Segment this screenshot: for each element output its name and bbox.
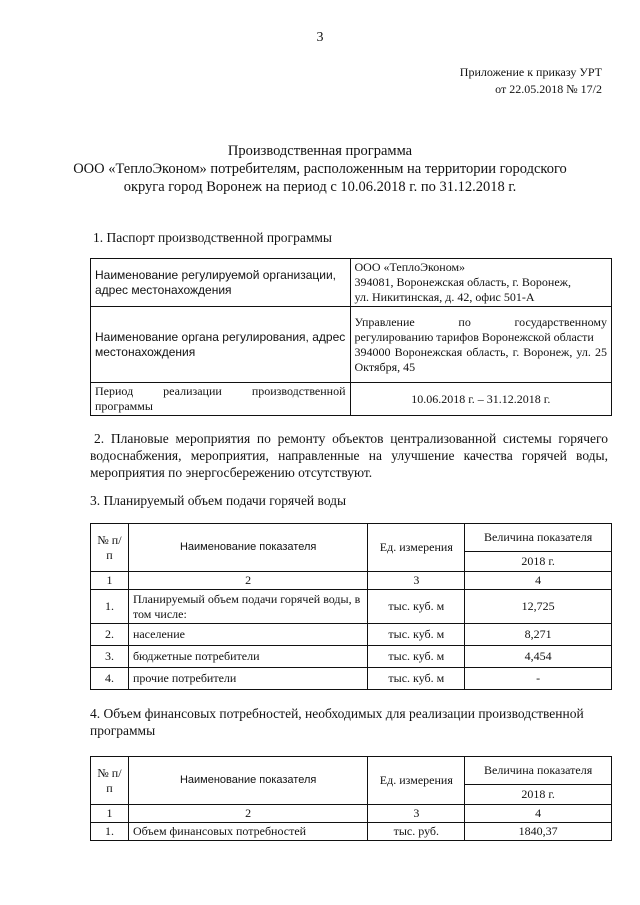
page-number: 3 (316, 30, 324, 45)
water-volume-table (90, 523, 612, 690)
title-line-2: ООО «ТеплоЭконом» потребителям, расположенным на территории городского (73, 161, 567, 177)
table-row: 1. Планируемый объем подачи горячей воды, в том числе: тыс. куб. м 12,725 (91, 590, 612, 624)
passport-value: 10.06.2018 г. – 31.12.2018 г. (350, 383, 611, 416)
column-header-num: № п/п (91, 757, 129, 805)
passport-label: Наименование регулируемой организации, адрес местонахождения (91, 259, 351, 307)
section-2-text: 2. Плановые мероприятия по ремонту объектов централизованной системы горячего водоснабжения, мероприятия, направленные на улучшение качества горячей воды, мероприятия по энергосбережению отсутствуют. (90, 431, 608, 480)
table-row: 1. Объем финансовых потребностей тыс. руб. 1840,37 (91, 823, 612, 841)
table-header-row (91, 757, 612, 785)
column-header-num: № п/п (91, 524, 129, 572)
table-index-row: 1 2 3 4 (91, 805, 612, 823)
column-header-unit: Ед. измерения (368, 757, 465, 805)
table-row: 4. прочие потребители тыс. куб. м - (91, 668, 612, 690)
table-row: 2. население тыс. куб. м 8,271 (91, 624, 612, 646)
table-header-row (91, 524, 612, 552)
table-row (91, 307, 612, 383)
title-line-1: Производственная программа (227, 143, 413, 159)
financial-needs-table (90, 756, 612, 841)
document-title (60, 142, 580, 196)
table-row (91, 259, 612, 307)
column-header-year: 2018 г. (465, 785, 612, 805)
table-row: 3. бюджетные потребители тыс. куб. м 4,454 (91, 646, 612, 668)
passport-table (90, 258, 612, 416)
table-index-row: 1 2 3 4 (91, 572, 612, 590)
column-header-year: 2018 г. (465, 552, 612, 572)
section-4-heading: 4. Объем финансовых потребностей, необходимых для реализации производственной программы (90, 706, 584, 738)
table-row (91, 383, 612, 416)
passport-value: ООО «ТеплоЭконом» 394081, Воронежская область, г. Воронеж, ул. Никитинская, д. 42, офис 501-А (350, 259, 611, 307)
passport-value: Управление по государственному регулированию тарифов Воронежской области 394000 Воронежская область, г. Воронеж, ул. 25 Октября, 45 (350, 307, 611, 383)
passport-label: Период реализации производственной программы (91, 383, 351, 416)
section-1-heading: 1. Паспорт производственной программы (93, 230, 332, 245)
column-header-unit: Ед. измерения (368, 524, 465, 572)
column-header-value: Величина показателя (465, 524, 612, 552)
appendix-line-2: от 22.05.2018 № 17/2 (495, 82, 602, 96)
appendix-line-1: Приложение к приказу УРТ (459, 65, 602, 79)
column-header-value: Величина показателя (465, 757, 612, 785)
title-line-3: округа город Воронеж на период с 10.06.2018 г. по 31.12.2018 г. (123, 179, 517, 195)
appendix-note (460, 64, 602, 98)
column-header-name: Наименование показателя (128, 524, 367, 572)
column-header-name: Наименование показателя (128, 757, 367, 805)
passport-label: Наименование органа регулирования, адрес местонахождения (91, 307, 351, 383)
section-3-heading: 3. Планируемый объем подачи горячей воды (90, 493, 347, 508)
